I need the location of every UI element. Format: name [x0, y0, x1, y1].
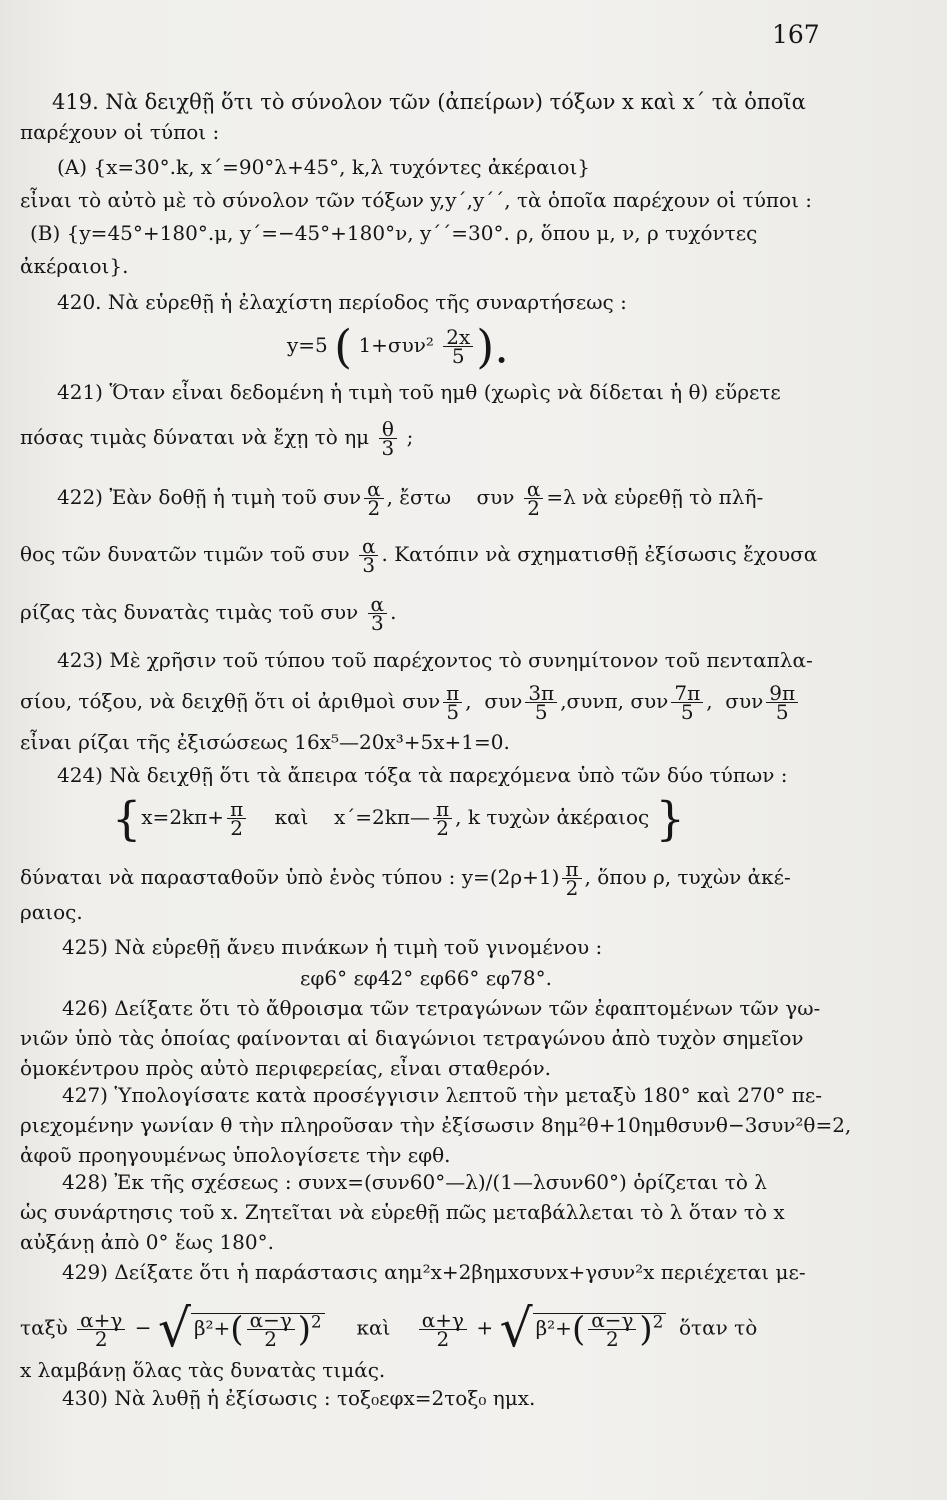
- text-line: ὁμοκέντρου πρὸς αὐτὸ περιφερείας, εἶναι σταθερόν.: [20, 1056, 551, 1080]
- text-line-set-b: (B) {y=45°+180°.μ, y΄=−45°+180°ν, y΄΄=30°. ρ, ὅπου μ, ν, ρ τυχόντες: [30, 221, 758, 245]
- text-line: x λαμβάνῃ ὅλας τὰς δυνατὰς τιμάς.: [20, 1358, 386, 1382]
- text-line-419: 419. Νὰ δειχθῇ ὅτι τὸ σύνολον τῶν (ἀπείρων) τόξων x καὶ x΄ τὰ ὁποῖα: [52, 90, 806, 114]
- text-line-422-cont: θος τῶν δυνατῶν τιμῶν τοῦ συν $\frac{\alpha}{3}$ . Κατόπιν νὰ σχηματισθῇ ἐξίσωσις ἔχουσα: [20, 534, 818, 577]
- text-line: νιῶν ὑπὸ τὰς ὁποίας φαίνονται αἱ διαγώνιοι τετραγώνου ἀπὸ τυχὸν σημεῖον: [20, 1026, 804, 1050]
- text-line: ριεχομένην γωνίαν θ τὴν πληροῦσαν τὴν ἐξίσωσιν 8ημ²θ+10ημθσυνθ−3συν²θ=2,: [20, 1113, 852, 1137]
- function-formula: [287, 319, 509, 374]
- fraction-alpha-plus-gamma-2: $\frac{\alpha+\gamma}{2}$: [77, 1311, 125, 1348]
- fraction-3pi-5: $\frac{3\pi}{5}$: [525, 684, 557, 721]
- text-line-424: 424) Νὰ δειχθῇ ὅτι τὰ ἄπειρα τόξα τὰ παρεχόμενα ὑπὸ τῶν δύο τύπων :: [57, 763, 788, 787]
- arc-sets-formula: {x=2kπ+ $\frac{\pi}{2}$ καὶ x΄=2kπ— $\frac{\pi}{2}$ , k τυχὼν ἀκέραιος }: [112, 791, 685, 846]
- text-line: αὐξάνῃ ἀπὸ 0° ἕως 180°.: [20, 1230, 274, 1254]
- product-formula: εφ6° εφ42° εφ66° εφ78°.: [300, 966, 552, 990]
- fraction-7pi-5: $\frac{7\pi}{5}$: [671, 684, 703, 721]
- formula-lhs: y=5: [287, 333, 328, 357]
- radical-sign: √: [499, 1299, 533, 1360]
- fraction-alpha-plus-gamma-2: $\frac{\alpha+\gamma}{2}$: [419, 1311, 467, 1348]
- text-line-421: 421) Ὅταν εἶναι δεδομένη ἡ τιμὴ τοῦ ημθ (χωρὶς νὰ δίδεται ἡ θ) εὕρετε: [57, 380, 781, 404]
- fraction-pi-5: $\frac{\pi}{5}$: [443, 684, 462, 721]
- text-line: ἀκέραιοι}.: [20, 254, 129, 278]
- close-paren: ).: [476, 319, 509, 374]
- text-line-426: 426) Δείξατε ὅτι τὸ ἄθροισμα τῶν τετραγώνων τῶν ἐφαπτομένων τῶν γω-: [62, 996, 821, 1020]
- fraction-alpha-2: $\frac{\alpha}{2}$: [364, 480, 384, 517]
- fraction-alpha-minus-gamma-2: $\frac{\alpha-\gamma}{2}$: [588, 1311, 636, 1348]
- text-line: ἀφοῦ προηγουμένως ὑπολογίσετε τὴν εφθ.: [20, 1143, 451, 1167]
- fraction-9pi-5: $\frac{9\pi}{5}$: [766, 684, 798, 721]
- fraction-alpha-3: $\frac{\alpha}{3}$: [368, 595, 388, 632]
- fraction-alpha-3: $\frac{\alpha}{3}$: [359, 537, 379, 574]
- text-line-424-cont: δύναται νὰ παρασταθοῦν ὑπὸ ἑνὸς τύπου : y=(2ρ+1) $\frac{\pi}{2}$ , ὅπου ρ, τυχὼν ἀκέ-: [20, 857, 791, 900]
- fraction-pi-2: $\frac{\pi}{2}$: [227, 800, 246, 837]
- text-line-430: 430) Νὰ λυθῇ ἡ ἐξίσωσις : τοξ₀εφx=2τοξ₀ ημx.: [62, 1386, 536, 1410]
- text-line-427: 427) Ὑπολογίσατε κατὰ προσέγγισιν λεπτοῦ τὴν μεταξὺ 180° καὶ 270° πε-: [62, 1083, 822, 1107]
- text-line-422: 422) Ἐὰν δοθῇ ἡ τιμὴ τοῦ συν $\frac{\alpha}{2}$ , ἔστω συν $\frac{\alpha}{2}$ =λ νὰ εὑρεθῇ τὸ πλῆ-: [57, 477, 764, 520]
- text-line-429: 429) Δείξατε ὅτι ἡ παράστασις αημ²x+2βημxσυνx+γσυν²x περιέχεται με-: [62, 1260, 806, 1284]
- page-number: 167: [772, 20, 820, 49]
- fraction-alpha-minus-gamma-2: $\frac{\alpha-\gamma}{2}$: [247, 1311, 295, 1348]
- text-line-set-a: (A) {x=30°.k, x΄=90°λ+45°, k,λ τυχόντες ἀκέραιοι}: [57, 155, 591, 179]
- text-line-420: 420. Νὰ εὑρεθῇ ἡ ἐλαχίστη περίοδος τῆς συναρτήσεως :: [57, 290, 627, 314]
- text-line-421-cont: πόσας τιμὰς δύναται νὰ ἔχῃ τὸ ημ $\frac{\theta}{3}$ ;: [20, 417, 414, 460]
- text-line-428: 428) Ἐκ τῆς σχέσεως : συνx=(συν60°—λ)/(1—λσυν60°) ὁρίζεται τὸ λ: [62, 1170, 767, 1194]
- text-line-423: 423) Μὲ χρῆσιν τοῦ τύπου τοῦ παρέχοντος τὸ συνημίτονον τοῦ πενταπλα-: [57, 648, 813, 672]
- text-line: ραιος.: [20, 900, 83, 924]
- fraction-theta-3: $\frac{\theta}{3}$: [379, 420, 398, 457]
- open-paren: (: [334, 319, 353, 374]
- fraction-pi-2: $\frac{\pi}{2}$: [433, 800, 452, 837]
- bounds-formula: ταξὺ $\frac{\alpha+\gamma}{2}$ − √ β²+( $\frac{\alpha-\gamma}{2}$ )$^2$ καὶ $\frac{\alpha+\gamma}{2}$ + √ β²+( $\frac{\alpha-\gamma}{2}$ )$^2$ ὅταν τὸ: [20, 1299, 758, 1360]
- fraction-pi-2: $\frac{\pi}{2}$: [562, 860, 581, 897]
- formula-mid: 1+συν²: [358, 333, 434, 357]
- text-line: ὡς συνάρτησις τοῦ x. Ζητεῖται νὰ εὑρεθῇ πῶς μεταβάλλεται τὸ λ ὅταν τὸ x: [20, 1200, 785, 1224]
- text-line-425: 425) Νὰ εὑρεθῇ ἄνευ πινάκων ἡ τιμὴ τοῦ γινομένου :: [62, 935, 603, 959]
- fraction-alpha-2: $\frac{\alpha}{2}$: [524, 480, 544, 517]
- text-line-423-cont: σίου, τόξου, νὰ δειχθῇ ὅτι οἱ ἀριθμοὶ συν $\frac{\pi}{5}$ , συν $\frac{3\pi}{5}$ ,συνπ, συν $\frac{7\pi}{5}$ , συν $\frac{9\pi}{5}$: [20, 684, 801, 721]
- text-line-423-end: εἶναι ρίζαι τῆς ἐξισώσεως 16x⁵—20x³+5x+1=0.: [20, 730, 510, 754]
- text-line-422-end: ρίζας τὰς δυνατὰς τιμὰς τοῦ συν $\frac{\alpha}{3}$ .: [20, 592, 397, 635]
- fraction-2x-5: $\frac{2x}{5}$: [443, 328, 473, 365]
- text-line: εἶναι τὸ αὐτὸ μὲ τὸ σύνολον τῶν τόξων y,y΄,y΄΄, τὰ ὁποῖα παρέχουν οἱ τύποι :: [20, 188, 813, 212]
- text-line: παρέχουν οἱ τύποι :: [20, 120, 220, 144]
- radical-sign: √: [157, 1299, 191, 1360]
